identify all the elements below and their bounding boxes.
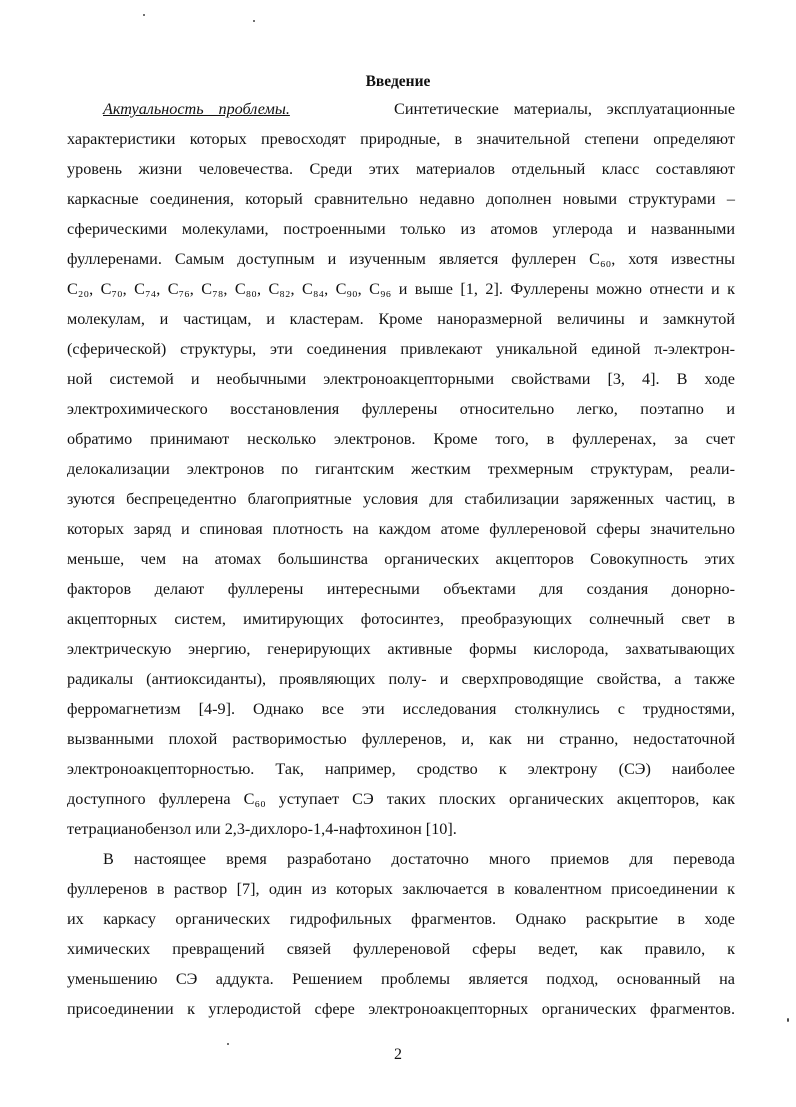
paragraph-line: ферромагнетизм [4-9]. Однако все эти исследования столкнулись с трудностями, bbox=[67, 700, 735, 718]
scan-speck bbox=[253, 20, 255, 22]
scan-speck bbox=[227, 1043, 229, 1045]
paragraph-line: вызванными плохой растворимостью фуллеренов, и, как ни странно, недостаточной bbox=[67, 730, 735, 748]
scan-speck bbox=[787, 1018, 789, 1022]
paragraph-line: сферическими молекулами, построенными только из атомов углерода и названными bbox=[67, 220, 735, 238]
paragraph-line: фуллеренов в раствор [7], один из которых заключается в ковалентном присоединении к bbox=[67, 880, 735, 898]
paragraph-line: (сферической) структуры, эти соединения привлекают уникальной единой π-электрон- bbox=[67, 340, 735, 358]
scan-speck bbox=[143, 14, 145, 16]
paragraph-line: которых заряд и спиновая плотность на каждом атоме фуллереновой сферы значительно bbox=[67, 520, 735, 538]
paragraph-line: радикалы (антиоксиданты), проявляющих полу- и сверхпроводящие свойства, а также bbox=[67, 670, 735, 688]
page-number: 2 bbox=[394, 1046, 402, 1063]
paragraph-line: электрическую энергию, генерирующих активные формы кислорода, захватывающих bbox=[67, 640, 735, 658]
section-lead: Актуальность проблемы. bbox=[103, 100, 290, 118]
paragraph-line: В настоящее время разработано достаточно много приемов для перевода bbox=[103, 850, 735, 868]
paragraph-line: электрохимического восстановления фуллерены относительно легко, поэтапно и bbox=[67, 400, 735, 418]
paragraph-line: меньше, чем на атомах большинства органических акцепторов Совокупность этих bbox=[67, 550, 735, 568]
paragraph-line: акцепторных систем, имитирующих фотосинтез, преобразующих солнечный свет в bbox=[67, 610, 735, 628]
paragraph-line: молекулам, и частицам, и кластерам. Кроме наноразмерной величины и замкнутой bbox=[67, 310, 735, 328]
paragraph-line: их каркасу органических гидрофильных фрагментов. Однако раскрытие в ходе bbox=[67, 910, 735, 928]
paragraph-line: тетрацианобензол или 2,3-дихлоро-1,4-нафтохинон [10]. bbox=[67, 820, 457, 838]
page-title: Введение bbox=[365, 73, 431, 90]
line-text: Синтетические материалы, эксплуатационные bbox=[394, 100, 735, 118]
paragraph-line: электроноакцепторностью. Так, например, сродство к электрону (СЭ) наиболее bbox=[67, 760, 735, 778]
paragraph-line: доступного фуллерена C₆₀ уступает СЭ таких плоских органических акцепторов, как bbox=[67, 790, 735, 808]
paragraph-line: характеристики которых превосходят природные, в значительной степени определяют bbox=[67, 130, 735, 148]
paragraph-line: каркасные соединения, который сравнительно недавно дополнен новыми структурами – bbox=[67, 190, 735, 208]
paragraph-line: обратимо принимают несколько электронов. Кроме того, в фуллеренах, за счет bbox=[67, 430, 735, 448]
paragraph-line: делокализации электронов по гигантским жестким трехмерным структурам, реали- bbox=[67, 460, 735, 478]
paragraph-line: C₂₀, C₇₀, C₇₄, C₇₆, C₇₈, C₈₀, C₈₂, C₈₄, C₉₀, C₉₆ и выше [1, 2]. Фуллерены можно отнести и к bbox=[67, 280, 735, 298]
paragraph-line: ной системой и необычными электроноакцепторными свойствами [3, 4]. В ходе bbox=[67, 370, 735, 388]
paragraph-line: присоединении к углеродистой сфере электроноакцепторных органических фрагментов. bbox=[67, 1000, 735, 1018]
paragraph-line: уменьшению СЭ аддукта. Решением проблемы является подход, основанный на bbox=[67, 970, 735, 988]
paragraph-line: зуются беспрецедентно благоприятные условия для стабилизации заряженных частиц, в bbox=[67, 490, 735, 508]
paragraph-line: химических превращений связей фуллереновой сферы ведет, как правило, к bbox=[67, 940, 735, 958]
paragraph-line bbox=[103, 98, 735, 120]
paragraph-line: уровень жизни человечества. Среди этих материалов отдельный класс составляют bbox=[67, 160, 735, 178]
paragraph-line: фуллеренами. Самым доступным и изученным является фуллерен C₆₀, хотя известны bbox=[67, 250, 735, 268]
paragraph-line: факторов делают фуллерены интересными объектами для создания донорно- bbox=[67, 580, 735, 598]
